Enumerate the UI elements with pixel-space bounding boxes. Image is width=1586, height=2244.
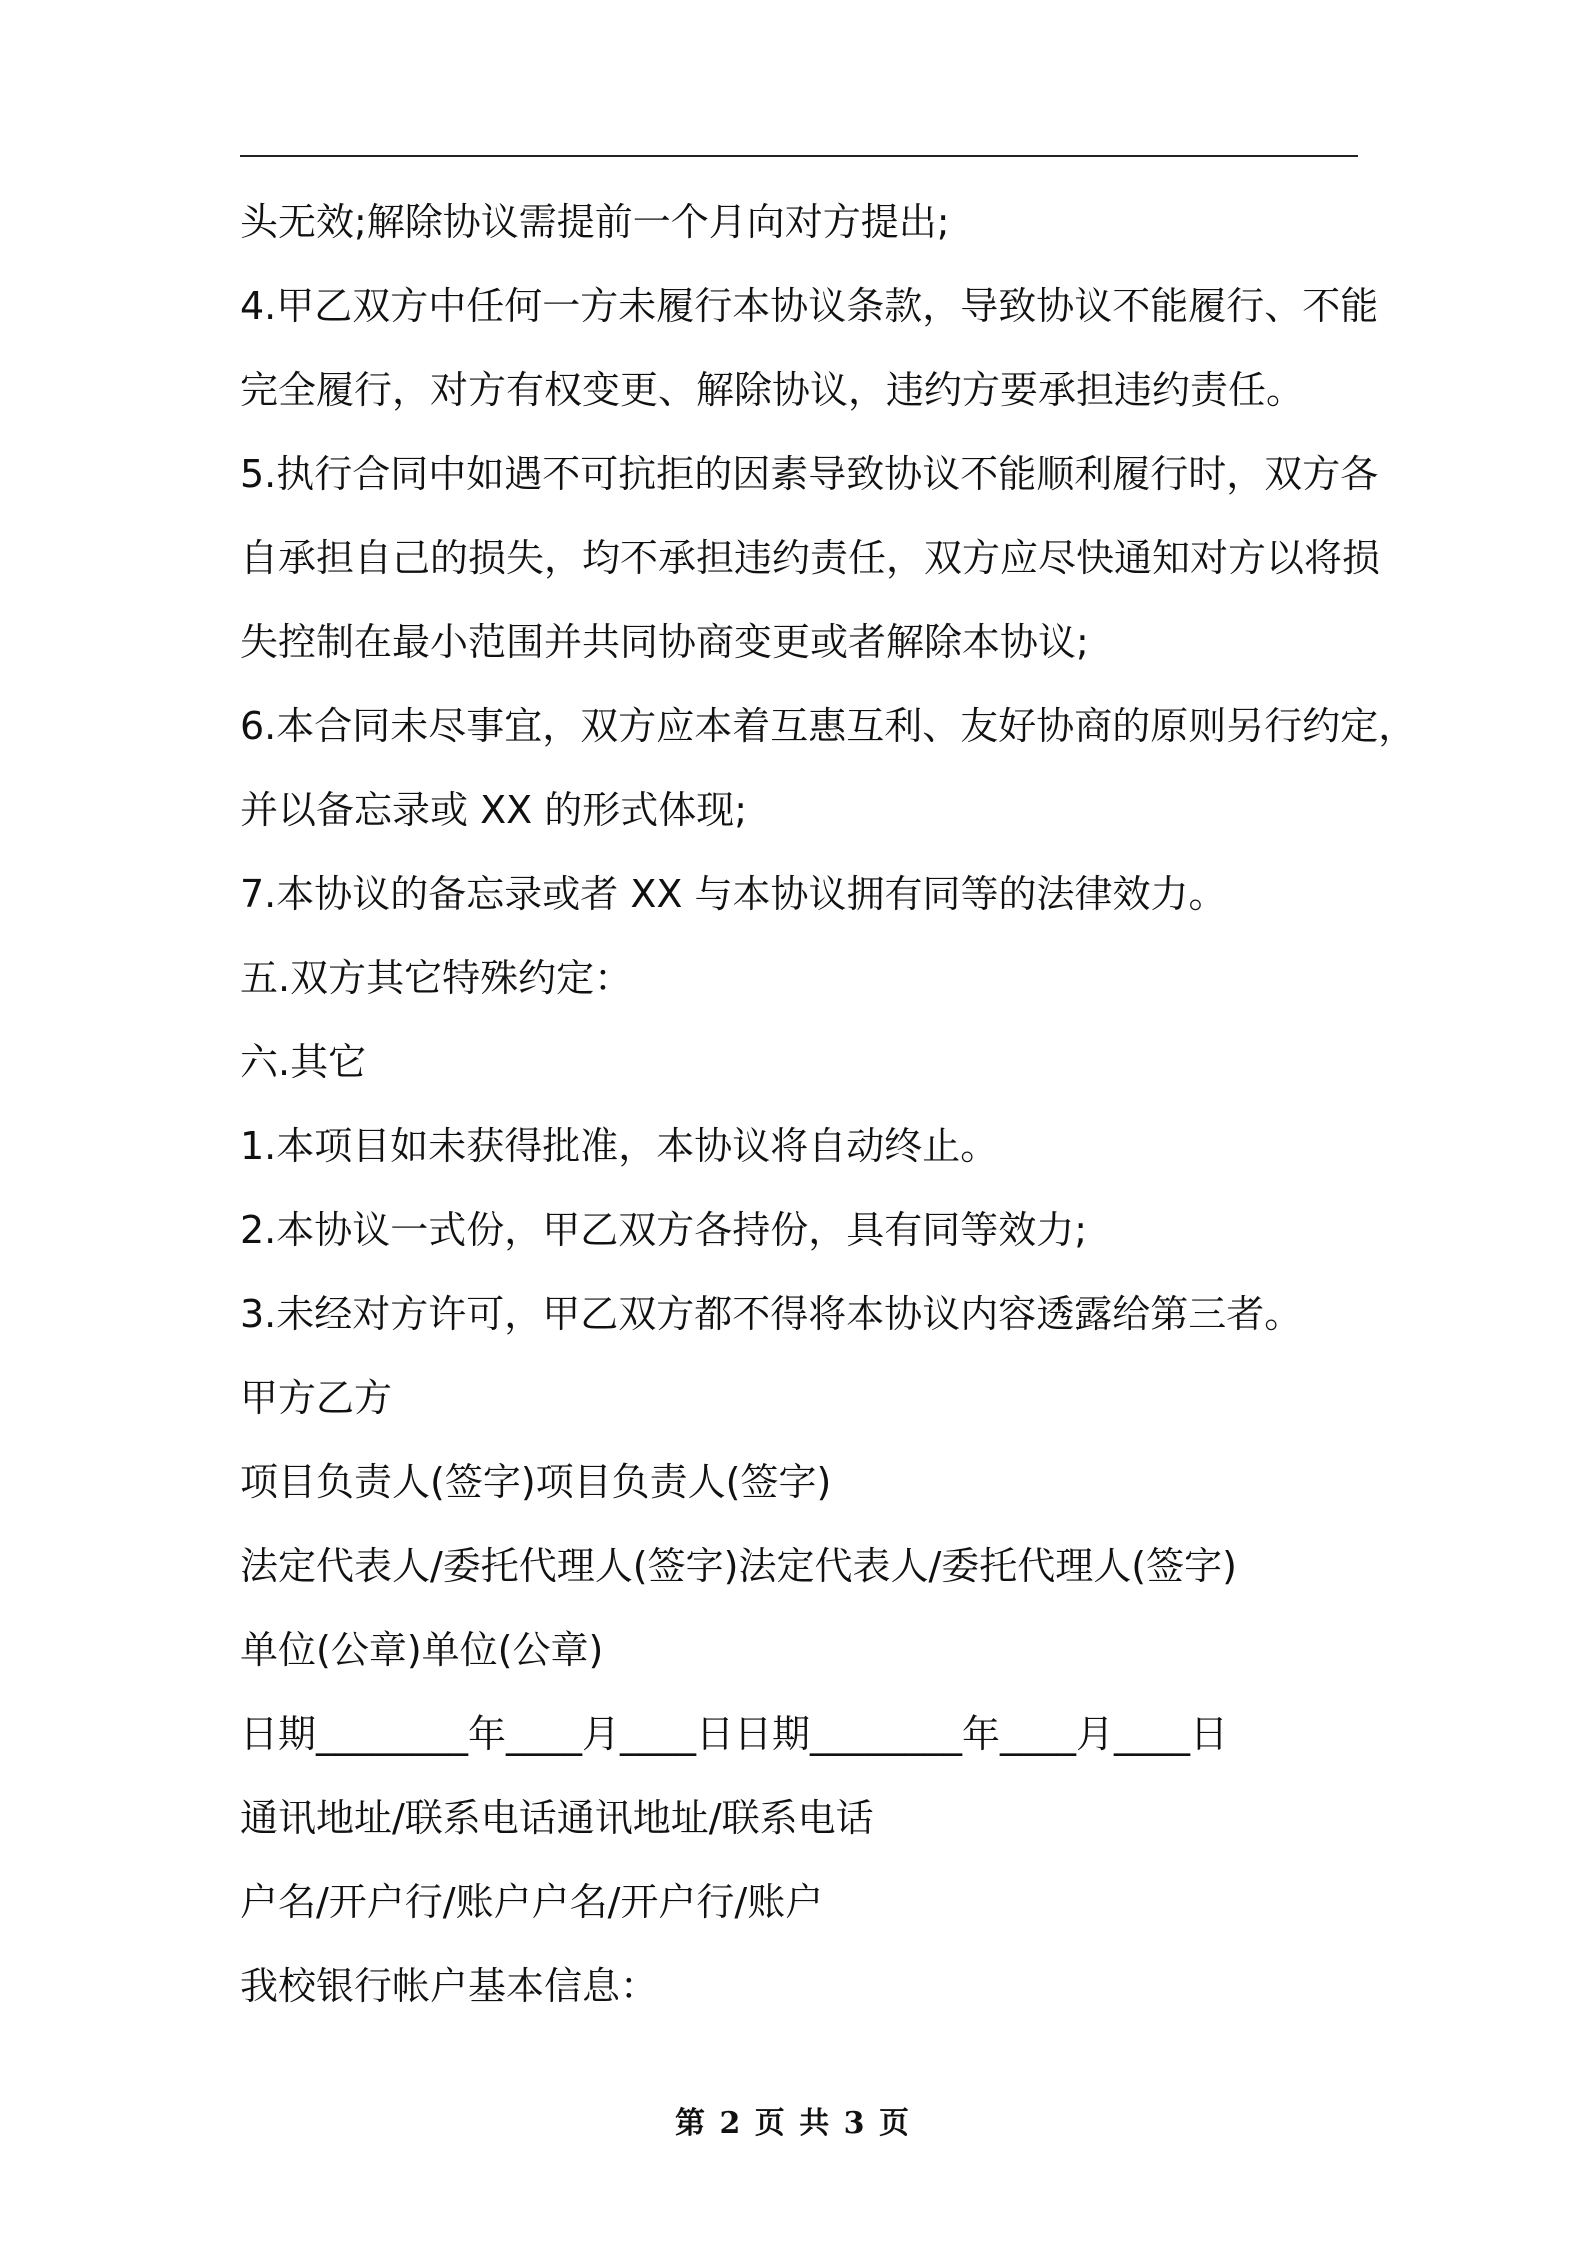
text-line: 失控制在最小范围并共同协商变更或者解除本协议; <box>240 620 1089 664</box>
document-body <box>240 195 1417 2043</box>
text-line: 1.本项目如未获得批准，本协议将自动终止。 <box>240 1124 999 1168</box>
text-line: 完全履行，对方有权变更、解除协议，违约方要承担违约责任。 <box>240 368 1305 412</box>
section-heading: 六.其它 <box>240 1040 367 1084</box>
account-line: 户名/开户行/账户户名/开户行/账户 <box>240 1880 824 1924</box>
text-line: 2.本协议一式份，甲乙双方各持份，具有同等效力; <box>240 1208 1088 1252</box>
text-line: 3.未经对方许可，甲乙双方都不得将本协议内容透露给第三者。 <box>240 1292 1303 1336</box>
signature-line: 项目负责人(签字)项目负责人(签字) <box>240 1460 832 1504</box>
page-number: 第 2 页 共 3 页 <box>675 2106 911 2141</box>
text-line: 5.执行合同中如遇不可抗拒的因素导致协议不能顺利履行时，双方各 <box>240 452 1379 496</box>
text-line: 并以备忘录或 XX 的形式体现; <box>240 788 748 832</box>
signature-parties: 甲方乙方 <box>240 1376 393 1420</box>
bank-info-heading: 我校银行帐户基本信息： <box>240 1964 659 2008</box>
section-heading: 五.双方其它特殊约定： <box>240 956 633 1000</box>
contact-line: 通讯地址/联系电话通讯地址/联系电话 <box>240 1796 874 1840</box>
signature-line: 法定代表人/委托代理人(签字)法定代表人/委托代理人(签字) <box>240 1544 1237 1588</box>
text-line: 头无效;解除协议需提前一个月向对方提出; <box>240 200 950 244</box>
date-line: 日期________年____月____日日期________年____月____日 <box>240 1712 1229 1756</box>
signature-line: 单位(公章)单位(公章) <box>240 1628 604 1672</box>
text-line: 6.本合同未尽事宜，双方应本着互惠互利、友好协商的原则另行约定， <box>240 704 1417 748</box>
header-rule <box>240 155 1358 157</box>
text-line: 自承担自己的损失，均不承担违约责任，双方应尽快通知对方以将损 <box>240 536 1381 580</box>
text-line: 7.本协议的备忘录或者 XX 与本协议拥有同等的法律效力。 <box>240 872 1227 916</box>
text-line: 4.甲乙双方中任何一方未履行本协议条款，导致协议不能履行、不能 <box>240 284 1379 328</box>
